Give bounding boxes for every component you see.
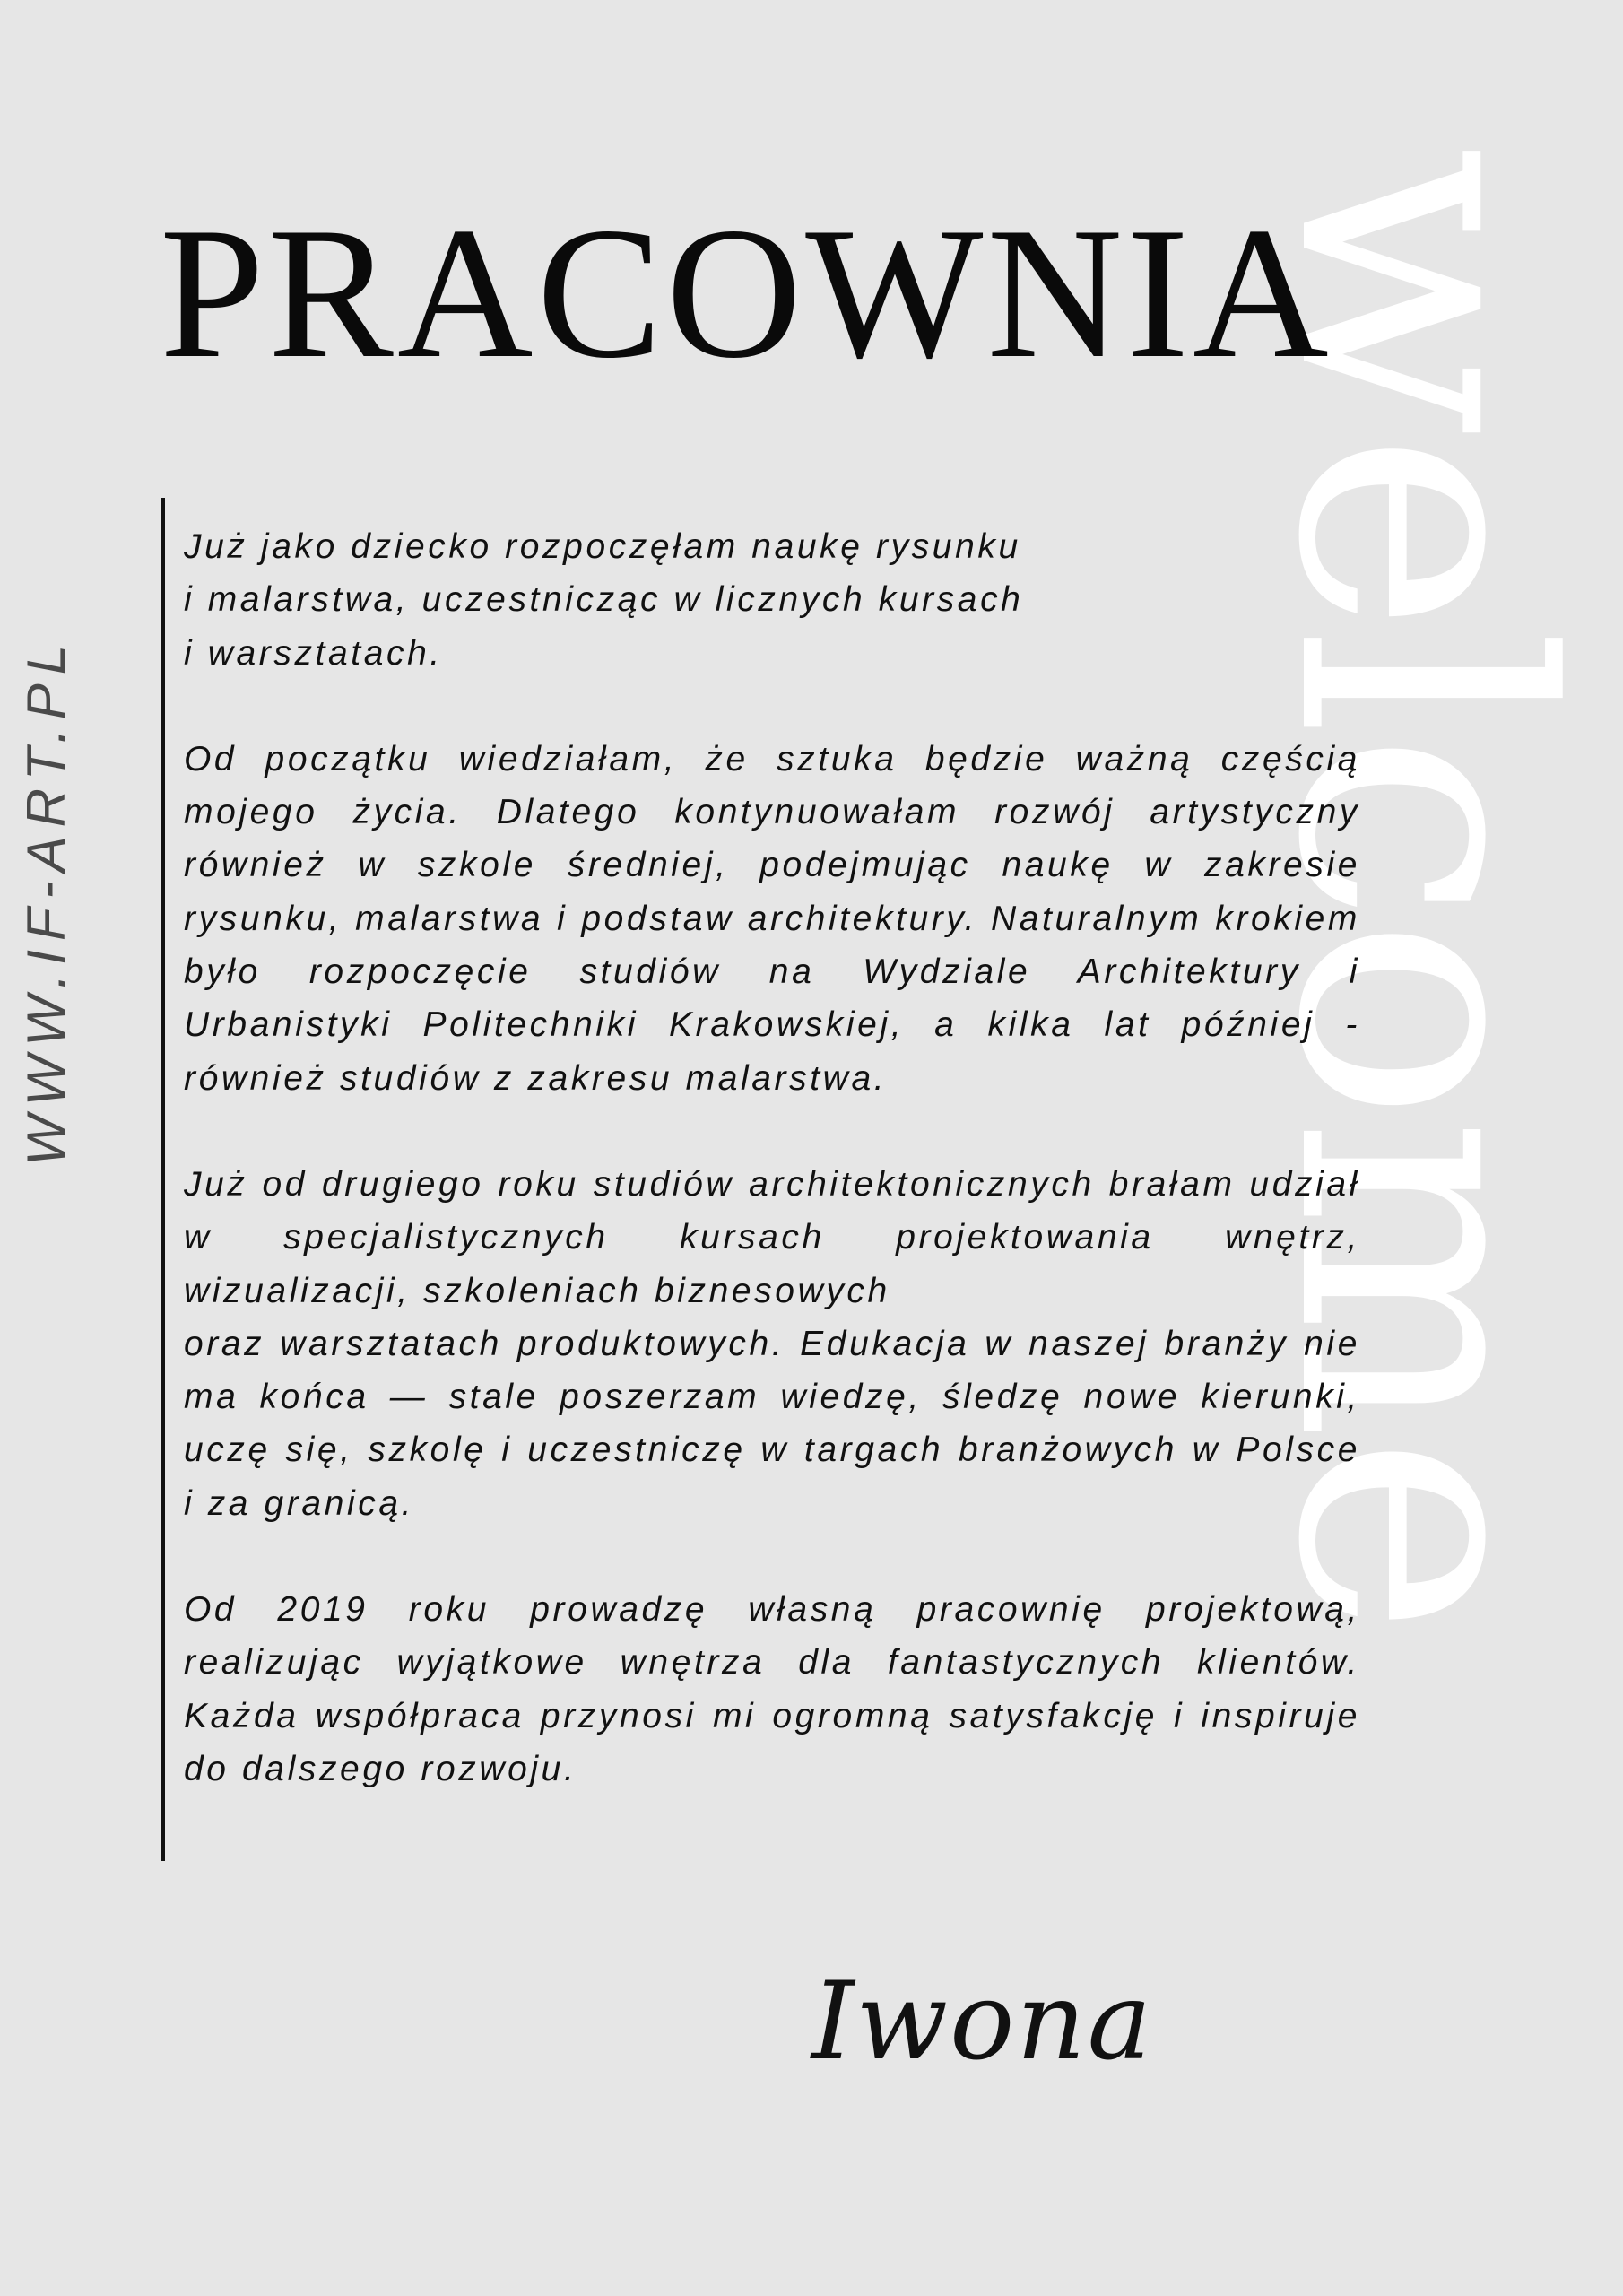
page-title: PRACOWNIA xyxy=(160,189,1332,397)
signature: Iwona xyxy=(812,1960,1154,2084)
paragraph-courses: Już od drugiego roku studiów architektonicznych brałam udział w specjalistycznych kursach projektowania wnętrz, wizualizacji, szkoleniach biznesowych oraz warsztatach produktowych. Edukacja w naszej branży nie ma końca — stale poszerzam wiedzę, śledzę nowe kierunki, uczę się, szkolę i uczestniczę w targach branżowych w Polsce i za granicą. xyxy=(184,1164,1360,1523)
paragraph-studio: Od 2019 roku prowadzę własną pracownię projektową, realizując wyjątkowe wnętrza dla fantastycznych klientów. Każda współpraca przynosi mi ogromną satysfakcję i inspiruje do dalszego rozwoju. xyxy=(184,1590,1360,1788)
vertical-divider xyxy=(161,498,165,1861)
paragraph-education: Od początku wiedziałam, że sztuka będzie ważną częścią mojego życia. Dlatego kontynuowałam rozwój artystyczny również w szkole średniej, podejmując naukę w zakresie rysunku, malarstwa i podstaw architektury. Naturalnym krokiem było rozpoczęcie studiów na Wydziale Architektury i Urbanistyki Politechniki Krakowskiej, a kilka lat później - również studiów z zakresu malarstwa. xyxy=(184,739,1360,1098)
website-url: WWW.IF-ART.PL xyxy=(16,635,76,1166)
paragraph-childhood: Już jako dziecko rozpoczęłam naukę rysunku i malarstwa, uczestnicząc w licznych kursach i warsztatach. xyxy=(184,527,1024,673)
intro-text xyxy=(184,520,1360,1848)
welcome-watermark: welcome xyxy=(1223,145,1620,1631)
